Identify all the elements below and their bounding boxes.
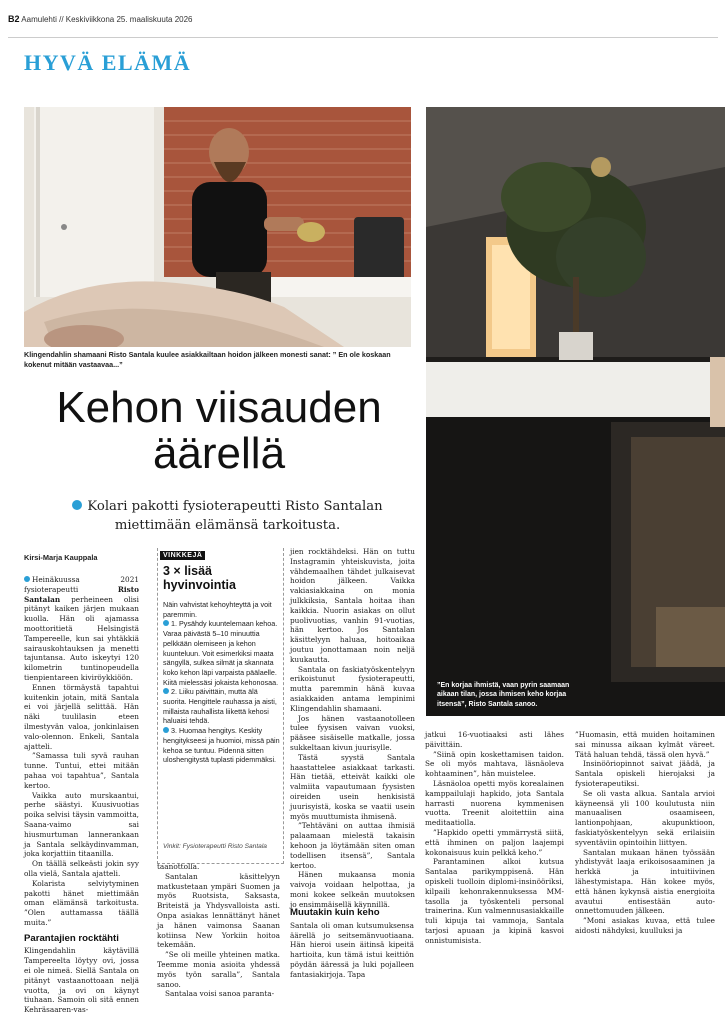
tip-bullet-icon — [163, 620, 169, 626]
tips-tag: VINKKEJÄ — [160, 551, 205, 560]
lead-bullet-icon — [72, 500, 82, 510]
paragraph: Santala oli oman kutsumuksensa äärellä jo seitsemänvuotiaana. Hän hieroi usein äitinsä kipeitä hartioita, kun tämä istui keittiön pöydän ääressä ja luki pojalleen fantasiakirjoja. Tapa — [290, 920, 414, 979]
paragraph: ”Siinä opin koskettamisen taidon. Se oli myös mahtava, läsnäoleva kohtaaminen”, hän muistelee. — [425, 749, 564, 779]
photo-therapist-treatment — [24, 107, 411, 347]
paragraph: ”Moni asiakas kuvaa, että tulee aidosti nähdyksi, kuulluksi ja — [575, 916, 715, 935]
paragraph: Santala on faskiatyöskentelyyn erikoistunut fysioterapeutti, mutta paremmin hänä kuvaa asiakkaiden antama lempinimi Klingendahlin shamaani. — [290, 664, 415, 713]
header-divider — [8, 37, 718, 38]
paragraph: ”Tehtäväni on auttaa ihmisiä palaamaan mielestä takaisin kehoon ja löytämään siten oman todellisen itsensä”, Santala kertoo. — [290, 821, 415, 870]
tip-item: 1. Pysähdy kuuntelemaan kehoa. Varaa päivästä 5–10 minuuttia pelkkään olemiseen ja kehon kuunteluun. Voit esimerkiksi maata sängyllä, sulkea silmät ja skannata koko kehon läpi varpaista päälaelle. Kiitä mielessäsi jokaista kehonosaa. — [163, 619, 279, 687]
paragraph: Parantaminen alkoi kutsua Santalaa parikymppisenä. Hän opiskeli tuolloin diplomi-insinööriksi, kilpaili kehonrakennuksessa MM-tasolla ja työskenteli personal trainerina. Kun valmennusasiakkaille tuli kipuja tai vammoja, Santala tarjosi apuaan ja kipinä kasvoi onnistumisista. — [425, 857, 564, 945]
paragraph: Heinäkuussa 2021 fysioterapeutti Risto Santalan perheineen olisi pitänyt kaiken järjen mukaan kuolla. Hän oli ajamassa moottoritietä Helsingistä Tampereelle, kun sai yhtäkkiä sairauskohtauksen ja menetti tajuntansa. Auto iskeytyi 120 kilometrin tuntinopeudella tienpientareen kiviröykkiöön. — [24, 575, 139, 682]
lead-text: Kolari pakotti fysioterapeutti Risto Santalan miettimään elämänsä tarkoitusta. — [87, 499, 383, 533]
paragraph: ”Huomasin, että muiden hoitaminen sai minussa aikaan kylmät väreet. Tätä haluan tehdä, tässä olen hyvä.” — [575, 730, 715, 759]
article-headline: Kehon viisauden äärellä — [56, 383, 382, 478]
paragraph: Santalan mukaan hänen työssään yhdistyvät laaja erikoisosaaminen ja herkkä ja intuitiivinen lähestymistapa. Hän kokee myös, että hänen kykynsä aistia energioita avautui entisestään auto-onnettomuuden jälkeen. — [575, 847, 715, 916]
article-column-2b — [290, 902, 414, 980]
paragraph: ”Se oli meille yhteinen matka. Teemme monia asioita yhdessä myös työn saralla”, Santala sanoo. — [157, 950, 280, 989]
photo2-quote: ”En korjaa ihmistä, vaan pyrin saamaan aikaan tilan, jossa ihmisen keho korjaa itsensä”, Risto Santala sanoo. — [437, 682, 570, 708]
person-name: Risto Santalan — [24, 584, 139, 604]
paragraph: Kolarista selviytyminen pakotti hänet miettimään oman elämänsä tarkoitusta. ”Olen auttamassa täällä muita.” — [24, 878, 139, 927]
author-byline: Kirsi-Marja Kauppala — [24, 553, 98, 562]
paragraph: Tästä syystä Santala haastattelee asiakkaat tarkasti. Hän tietää, etteivät kaikki ole valmiita vapautumaan fyysisten oireiden usein henkisistä juurisyistä, koska se vaatii usein myös muuttumista ihmisenä. — [290, 752, 415, 821]
section-title: HYVÄ ELÄMÄ — [24, 50, 192, 75]
paragraph: Insinööriopinnot saivat jäädä, ja Santala opiskeli hierojaksi ja fysioterapeutiksi. — [575, 759, 715, 788]
therapist-photo-illustration — [24, 107, 411, 347]
paragraph: Jos hänen vastaanotolleen tulee fyysisen vaivan vuoksi, pääsee sisäiselle matkalle, jossa sukkeltaan kivun juurisylle. — [290, 713, 415, 752]
paragraph: Ennen törmäystä tapahtui kuitenkin jotain, mitä Santala ei voi järjellä selittää. Hän näki tuulilasin eteen ilmestyvän valoa, jonkinlaisen valo-olennon. Enkeli, Santala ajatteli. — [24, 682, 139, 751]
photo1-caption-text: Klingendahlin shamaani Risto Santala kuulee asiakkailtaan hoidon jälkeen monesti sanat: ” En ole koskaan kokenut mitään vastaavaa...” — [24, 350, 391, 369]
article-lead — [50, 497, 405, 535]
treatment-room-illustration — [426, 107, 725, 716]
paragraph: jatkui 16-vuotiaaksi asti lähes päivittäin. — [425, 730, 564, 749]
page-number: B2 — [8, 14, 20, 24]
paragraph: Santalaa voisi sanoa paranta- — [165, 989, 275, 999]
article-column-2 — [290, 547, 415, 909]
article-column-3 — [425, 730, 564, 946]
article-column-1 — [24, 575, 139, 1015]
subheading: Parantajien rocktähti — [24, 932, 119, 944]
paragraph: Santalan käsittelyyn matkustetaan ympäri Suomen ja myös Ruotsista, Saksasta, Briteistä ja Yhdysvalloista asti. Onpa asiakas lennättänyt hänet ja hänen vaimonsa Saanan kotiinsa New Yorkiin hoitoa tekemään. — [157, 871, 280, 950]
paragraph: Klingendahlin käytävillä Tampereelta löytyy ovi, jossa ei ole nimeä. Siellä Santala on pitänyt vastaanottoaan neljä vuotta, ja ovi on käynyt tiuhaan. Samoin oli sitä ennen Kehräsaaren-vas- — [24, 946, 139, 1015]
article-column-1b — [157, 862, 280, 999]
tip-item: 3. Huomaa hengitys. Keskity hengitykseesi ja huomioi, missä päin kehoa se tuntuu. Pidennä sitten uloshengitystä tuplasti pidemmäksi. — [163, 726, 280, 765]
paragraph: taanottolla. — [157, 862, 200, 871]
subheading: Muutakin kuin keho — [290, 907, 380, 918]
page-header: B2 Aamulehti // Keskiviikkona 25. maaliskuuta 2026 — [8, 14, 193, 24]
paragraph: On täällä selkeästi jokin syy olla vielä, Santala ajatteli. — [24, 859, 139, 878]
tips-credit: Vinkit: Fysioterapeutti Risto Santala — [163, 843, 267, 850]
tips-intro: Näin vahvistat kehoyhteyttä ja voit paremmin. — [163, 600, 272, 619]
tips-body — [163, 600, 280, 765]
article-column-4 — [575, 730, 715, 936]
tip-bullet-icon — [163, 727, 169, 733]
paragraph: Läsnäoloa opetti myös korealainen kamppailulaji hapkido, jota Santala harrasti nuorena kymmenisen vuotta. Treenit aloitettiin aina meditaatiolla. — [425, 778, 564, 828]
photo1-caption — [24, 350, 412, 370]
paragraph: jien rocktähdeksi. Hän on tuttu Instagramin yhteiskuvista, joita vähdemaalhen tähdet julkaisevat hoidon jälkeen. Vaikka vakiasiakkaina on monia julkkiksia, Santala hoitaa ihan kaikkia. Nuorin asiakas on ollut puolivuotias, vanhin 91-vuotias, hän kertoo. Jos Santalan käsittelyyn haluaa, hoitoaikaa joutuu jonottamaan noin neljä kuukautta. — [290, 547, 415, 664]
paragraph: Se oli vasta alkua. Santala arvioi käyneensä yli 100 koulutusta niin manuaalisen osaamiseen, lantionpohjaan, akupunktioon, faskiatyöskentelyyn sekä erilaisiin syventäviin opintoihin liittyen. — [575, 788, 715, 847]
issue-date: Keskiviikkona 25. maaliskuuta 2026 — [65, 15, 193, 24]
paragraph: Vaikka auto murskaantui, perhe säästyi. Kuusivuotias poika selvisi täysin vammoitta, Saana-vaimo sai hiusmurtuman lannerankaan ja Santala selkäydinvamman, joka korjattiin titaanilla. — [24, 790, 139, 859]
paragraph: ”Hapkido opetti ymmärrystä siitä, että ihminen on paljon laajempi kokonaisuus kuin pelkkä keho.” — [425, 827, 564, 857]
paragraph: ”Samassa tuli syvä rauhan tunne. Tuntui, ettei mitään pahaa voi tapahtua”, Santala kertoo. — [24, 751, 139, 790]
paragraph: Hänen mukaansa monia vaivoja voidaan helpottaa, ja moni kokee selkeän muutoksen jo ensimmäisellä käynnillä. — [290, 870, 415, 909]
tip-item: 2. Liiku päivittäin, mutta älä suorita. Hengittele rauhassa ja aisti, millaista rauhallista liikettä kehosi haluaisi tehdä. — [163, 687, 277, 726]
photo-treatment-room — [426, 107, 725, 716]
tips-title: 3 × lisää hyvinvointia — [163, 564, 236, 592]
start-bullet-icon — [24, 576, 30, 582]
tip-bullet-icon — [163, 688, 169, 694]
newspaper-name: Aamulehti — [21, 15, 57, 24]
